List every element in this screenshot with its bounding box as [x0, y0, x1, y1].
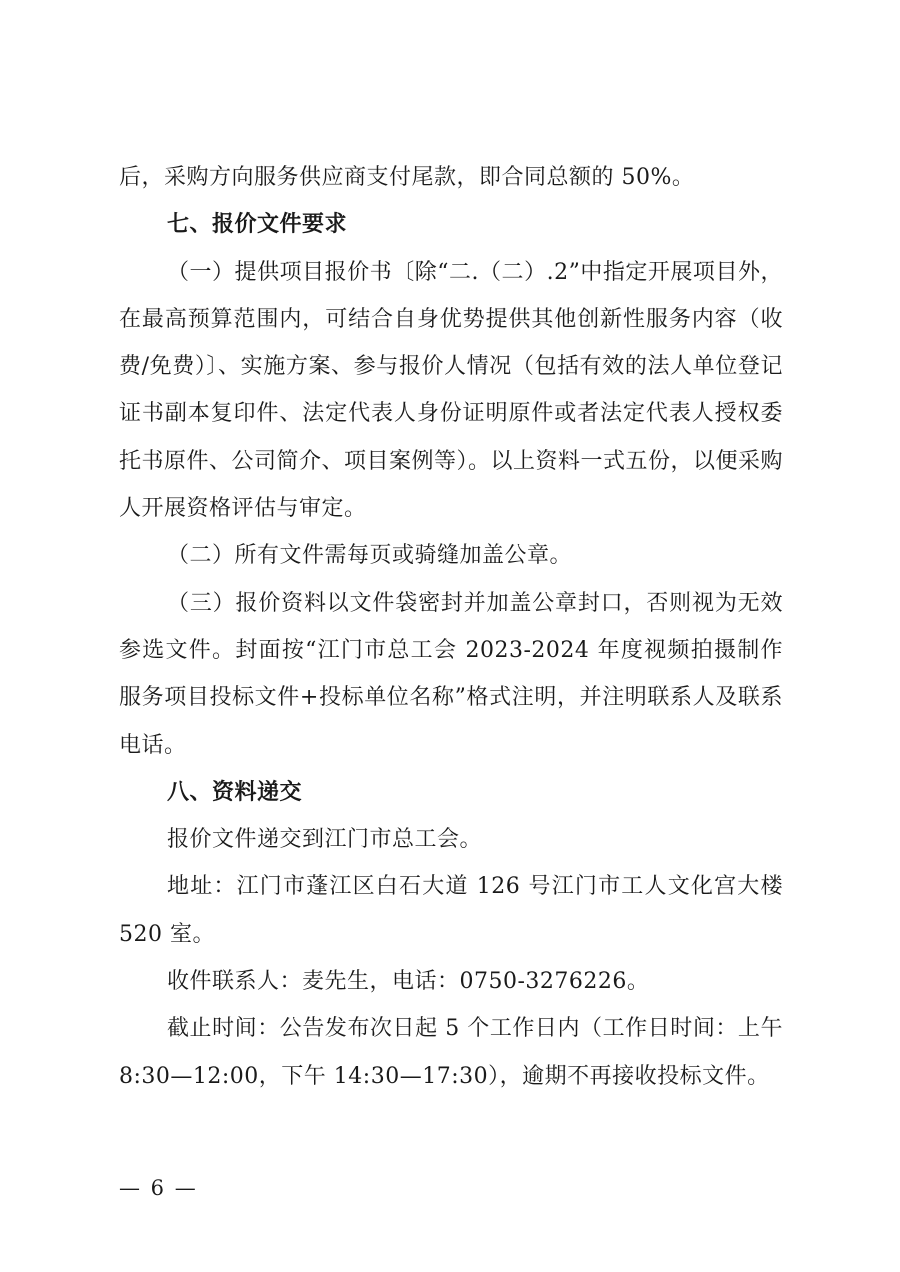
page-number: — 6 — [119, 1176, 198, 1200]
paragraph-contact: 收件联系人：麦先生，电话：0750-3276226。 [167, 969, 650, 995]
section-heading-quote-requirements: 七、报价文件要求 [167, 212, 348, 238]
document-body [119, 154, 783, 1100]
paragraph-requirement-3: （三）报价资料以文件袋密封并加盖公章封口，否则视为无效参选文件。封面按“江门市总工会 2023-2024 年度视频拍摄制作服务项目投标文件+投标单位名称”格式注明，并注明联系人及联系电话。 [119, 590, 783, 758]
paragraph-address: 地址：江门市蓬江区白石大道 126 号江门市工人文化宫大楼 520 室。 [119, 874, 783, 947]
paragraph-deadline: 截止时间：公告发布次日起 5 个工作日内（工作日时间：上午 8:30—12:00，下午 14:30—17:30），逾期不再接收投标文件。 [119, 1016, 783, 1089]
paragraph-requirement-2: （二）所有文件需每页或骑缝加盖公章。 [167, 543, 573, 569]
paragraph-submit-to: 报价文件递交到江门市总工会。 [167, 827, 483, 853]
paragraph-payment-final: 后，采购方向服务供应商支付尾款，即合同总额的 50%。 [119, 165, 695, 190]
section-heading-submission: 八、资料递交 [167, 779, 303, 805]
paragraph-requirement-1: （一）提供项目报价书〔除“二.（二）.2”中指定开展项目外，在最高预算范围内，可结合自身优势提供其他创新性服务内容（收费/免费）〕、实施方案、参与报价人情况（包括有效的法人单位登记证书副本复印件、法定代表人身份证明原件或者法定代表人授权委托书原件、公司简介、项目案例等）。以上资料一式五份，以便采购人开展资格评估与审定。 [119, 259, 784, 522]
